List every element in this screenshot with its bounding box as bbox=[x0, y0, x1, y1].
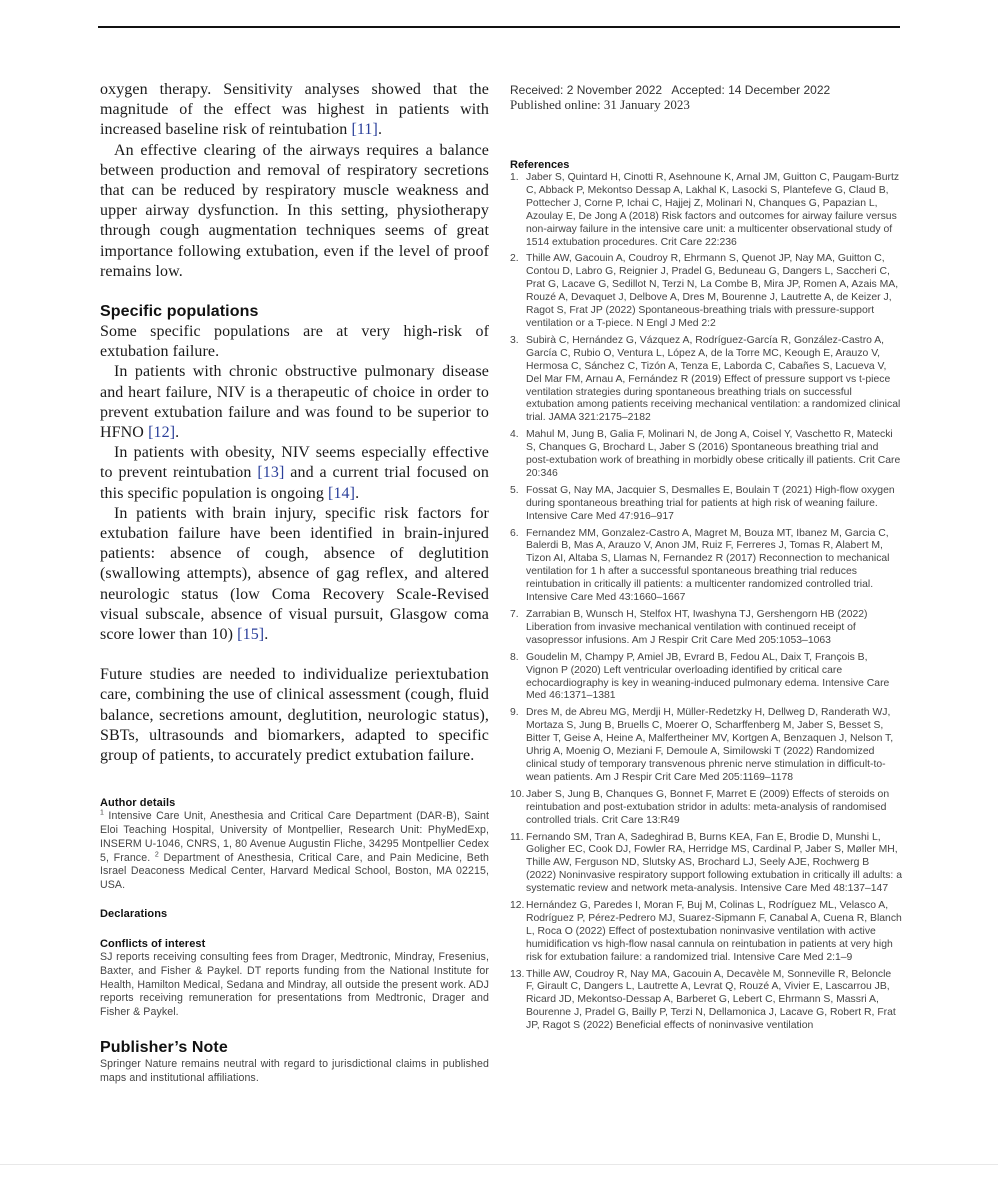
publishers-note-heading: Publisher’s Note bbox=[100, 1039, 228, 1057]
reference-item: 5. Fossat G, Nay MA, Jacquier S, Desmalles E, Boulain T (2021) High-flow oxygen during spontaneous breathing trial for patients at high risk of weaning failure. Intensive Care Med 47:916–917 bbox=[510, 484, 895, 522]
conflicts-heading: Conflicts of interest bbox=[100, 938, 206, 951]
paragraph-oxygen-therapy: oxygen therapy. Sensitivity analyses showed that the magnitude of the effect was highest in patients with increased baseline risk of reintubation [11]. bbox=[100, 81, 489, 139]
reference-item: 1. Jaber S, Quintard H, Cinotti R, Asehnoune K, Arnal JM, Guitton C, Paugam-Burtz C, Abback P, Mekontso Dessap A, Lakhal K, Lasocki S, Plantefeve G, Claud B, Pottecher J, Corne P, Ichai C, Hajjej Z, Molinari N, Chanques G, Papazian L, Azoulay E, De Jong A (2018) Risk factors and outcomes for airway failure versus non-airway failure in the intensive care unit: a multicenter observational study of 1514 extubation procedures. Crit Care 22:236 bbox=[510, 172, 900, 248]
citation-link[interactable]: [14] bbox=[328, 484, 356, 502]
author-details-text: $^1$ Intensive Care Unit, Anesthesia and Critical Care Department (DAR-B), Saint Eloi Teaching Hospital, University of Montpellier, Research Unit: PhyMedExp, INSERM U-1046, CNRS, 1, 80 Avenue Augustin Fliche, 34295 Montpellier Cedex 5, France. $^2$ Department of Anesthesia, Critical Care, and Pain Medicine, Beth Israel Deaconess Medical Center, Harvard Medical School, Boston, MA 02215, USA. bbox=[100, 809, 489, 892]
reference-item: 10. Jaber S, Jung B, Chanques G, Bonnet F, Marret E (2009) Effects of steroids on reintubation and post-extubation stridor in adults: meta-analysis of randomised controlled trials. Crit Care 13:R49 bbox=[510, 788, 890, 826]
publishers-note-text: Springer Nature remains neutral with regard to jurisdictional claims in published maps and institutional affiliations. bbox=[100, 1058, 489, 1084]
reference-item: 12. Hernández G, Paredes I, Moran F, Buj M, Colinas L, Rodríguez ML, Velasco A, Rodríguez P, Pérez-Pedrero MJ, Suarez-Sipmann F, Canabal A, Cuena R, Blanch L, Roca O (2022) Effect of postextubation noninvasive ventilation with active humidification vs high-flow nasal cannula on reintubation in patients at very high risk for extubation failure: a randomized trial. Intensive Care Med 2:1–9 bbox=[510, 900, 902, 963]
citation-link[interactable]: [12] bbox=[148, 424, 176, 442]
citation-link[interactable]: [15] bbox=[237, 626, 265, 644]
references-heading: References bbox=[510, 159, 570, 171]
reference-item: 3. Subirà C, Hernández G, Vázquez A, Rodríguez-García R, González-Castro A, García C, Rubio O, Ventura L, López A, de la Torre MC, Keough E, Arauzo V, Hermosa C, Sánchez C, Tizón A, Tenza E, Laborda C, Cabañes S, Lacueva V, Del Mar FM, Arnau A, Fernández R (2019) Effect of pressure support vs t-piece ventilation strategies during spontaneous breathing trials on successful extubation among patients receiving mechanical ventilation: a randomized clinical trial. JAMA 321:2175–2182 bbox=[510, 334, 901, 424]
reference-item: 13. Thille AW, Coudroy R, Nay MA, Gacouin A, Decavèle M, Sonneville R, Beloncle F, Girault C, Dangers L, Lautrette A, Levrat Q, Rouzé A, Vivier E, Lascarrou JB, Ricard JD, Mekontso-Dessap A, Barberet G, Lebert C, Ehrmann S, Massri A, Bourenne J, Pradel G, Bailly P, Terzi N, Dellamonica J, Lacave G, Robert R, Frat JP, Ragot S (2022) Beneficial effects of noninvasive ventilation bbox=[510, 968, 896, 1032]
left-column bbox=[100, 80, 489, 1086]
reference-item: 8. Goudelin M, Champy P, Amiel JB, Evrard B, Fedou AL, Daix T, François B, Vignon P (2020) Left ventricular overloading identified by critical care echocardiography is key in weaning-induced pulmonary edema. Intensive Care Med 46:1371–1381 bbox=[510, 651, 890, 702]
paragraph-brain-injury: In patients with brain injury, specific risk factors for extubation failure have been identified in brain-injured patients: absence of cough, absence of deglutition (swallowing attempts), absence of gag reflex, and altered neurologic status (low Coma Recovery Scale-Revised visual subscale, absence of visual pursuit, Glasgow coma score lower than 10) [15]. bbox=[100, 504, 489, 644]
published-online-date: Published online: 31 January 2023 bbox=[510, 97, 690, 112]
citation-link[interactable]: [11] bbox=[351, 121, 378, 139]
reference-item: 9. Dres M, de Abreu MG, Merdji H, Müller-Redetzky H, Dellweg D, Randerath WJ, Mortaza S, Jung B, Bruells C, Moerer O, Scharffenberg M, Jaber S, Besset S, Bitter T, Geise A, Heine A, Malfertheiner MV, Kortgen A, Benzaquen J, Nelson T, Uhrig A, Moenig O, Meziani F, Demoule A, Similowski T (2022) Randomized clinical study of temporary transvenous phrenic nerve stimulation in difficult-to-wean patients. Am J Respir Crit Care Med 205:1169–1178 bbox=[510, 707, 894, 783]
paragraph-future-studies: Future studies are needed to individualize periextubation care, combining the use of clinical assessment (cough, fluid balance, secretions amount, deglutition, neurologic status), SBTs, ultrasounds and biomarkers, adapted to specific group of patients, to accurately predict extubation failure. bbox=[100, 666, 489, 765]
section-heading-specific-populations: Specific populations bbox=[100, 303, 259, 321]
author-details-heading: Author details bbox=[100, 797, 176, 810]
paragraph-obesity: In patients with obesity, NIV seems especially effective to prevent reintubation [13] and a current trial focused on this specific population is ongoing [14]. bbox=[100, 444, 489, 502]
reference-item: 4. Mahul M, Jung B, Galia F, Molinari N, de Jong A, Coisel Y, Vaschetto R, Matecki S, Chanques G, Brochard L, Jaber S (2016) Spontaneous breathing trial and post-extubation work of breathing in morbidly obese critically ill patients. Crit Care 20:346 bbox=[510, 429, 901, 479]
paragraph-airway-clearing: An effective clearing of the airways requires a balance between production and removal of respiratory secretions that can be reduced by respiratory muscle weakness and upper airway dysfunction. In this setting, physiotherapy through cough augmentation techniques seems of great importance following extubation, even if the level of proof remains low. bbox=[100, 141, 489, 280]
paragraph-copd: In patients with chronic obstructive pulmonary disease and heart failure, NIV is a therapeutic of choice in order to prevent extubation failure and was found to be superior to HFNO [12]. bbox=[100, 363, 489, 442]
header-rule bbox=[98, 26, 900, 28]
page-bottom-edge bbox=[0, 1164, 998, 1165]
conflicts-text: SJ reports receiving consulting fees from Drager, Medtronic, Mindray, Fresenius, Baxter, and Fisher & Paykel. DT reports funding from the National Institute for Health, Hamilton Medical, Sedana and Mindray, all outside the present work. ADJ reports receiving remuneration for presentations from Medtronic, Drager and Fisher & Paykel. bbox=[100, 951, 489, 1019]
received-accepted-dates: Received: 2 November 2022 Accepted: 14 December 2022 bbox=[510, 83, 831, 97]
right-column bbox=[510, 83, 902, 1037]
reference-item: 2. Thille AW, Gacouin A, Coudroy R, Ehrmann S, Quenot JP, Nay MA, Guitton C, Contou D, Labro G, Reignier J, Pradel G, Beduneau G, Dangers L, Saccheri C, Prat G, Lacave G, Sedillot N, Terzi N, La Combe B, Mira JP, Romen A, Azais MA, Rouzé A, Devaquet J, Delbove A, Dres M, Bourenne J, Lautrette A, de Keizer J, Ragot S, Frat JP (2022) Spontaneous-breathing trials with pressure-support ventilation or a T-piece. N Engl J Med 2:2 bbox=[510, 253, 899, 329]
reference-item: 7. Zarrabian B, Wunsch H, Stelfox HT, Iwashyna TJ, Gershengorn HB (2022) Liberation from invasive mechanical ventilation with continued receipt of vasopressor infusions. Am J Respir Crit Care Med 205:1053–1063 bbox=[510, 609, 868, 646]
paragraph-specific-populations: Some specific populations are at very high-risk of extubation failure. bbox=[100, 323, 489, 361]
declarations-heading: Declarations bbox=[100, 908, 168, 921]
citation-link[interactable]: [13] bbox=[257, 464, 285, 482]
reference-item: 11. Fernando SM, Tran A, Sadeghirad B, Burns KEA, Fan E, Brodie D, Munshi L, Goligher EC, Cook DJ, Fowler RA, Herridge MS, Cardinal P, Jaber S, Møller MH, Thille AW, Ferguson ND, Slutsky AS, Brochard LJ, Seely AJE, Rochwerg B (2022) Noninvasive respiratory support following extubation in critically ill adults: a systematic review and network meta-analysis. Intensive Care Med 48:137–147 bbox=[510, 831, 902, 895]
reference-item: 6. Fernandez MM, Gonzalez-Castro A, Magret M, Bouza MT, Ibanez M, Garcia C, Balerdi B, Mas A, Arauzo V, Anon JM, Ruiz F, Ferreres J, Tomas R, Alabert M, Tizon AI, Altaba S, Llamas N, Fernandez R (2017) Reconnection to mechanical ventilation for 1 h after a successful spontaneous breathing trial reduces reintubation in critically ill patients: a multicenter randomized controlled trial. Intensive Care Med 43:1660–1667 bbox=[510, 527, 890, 604]
references-list bbox=[510, 172, 902, 1033]
